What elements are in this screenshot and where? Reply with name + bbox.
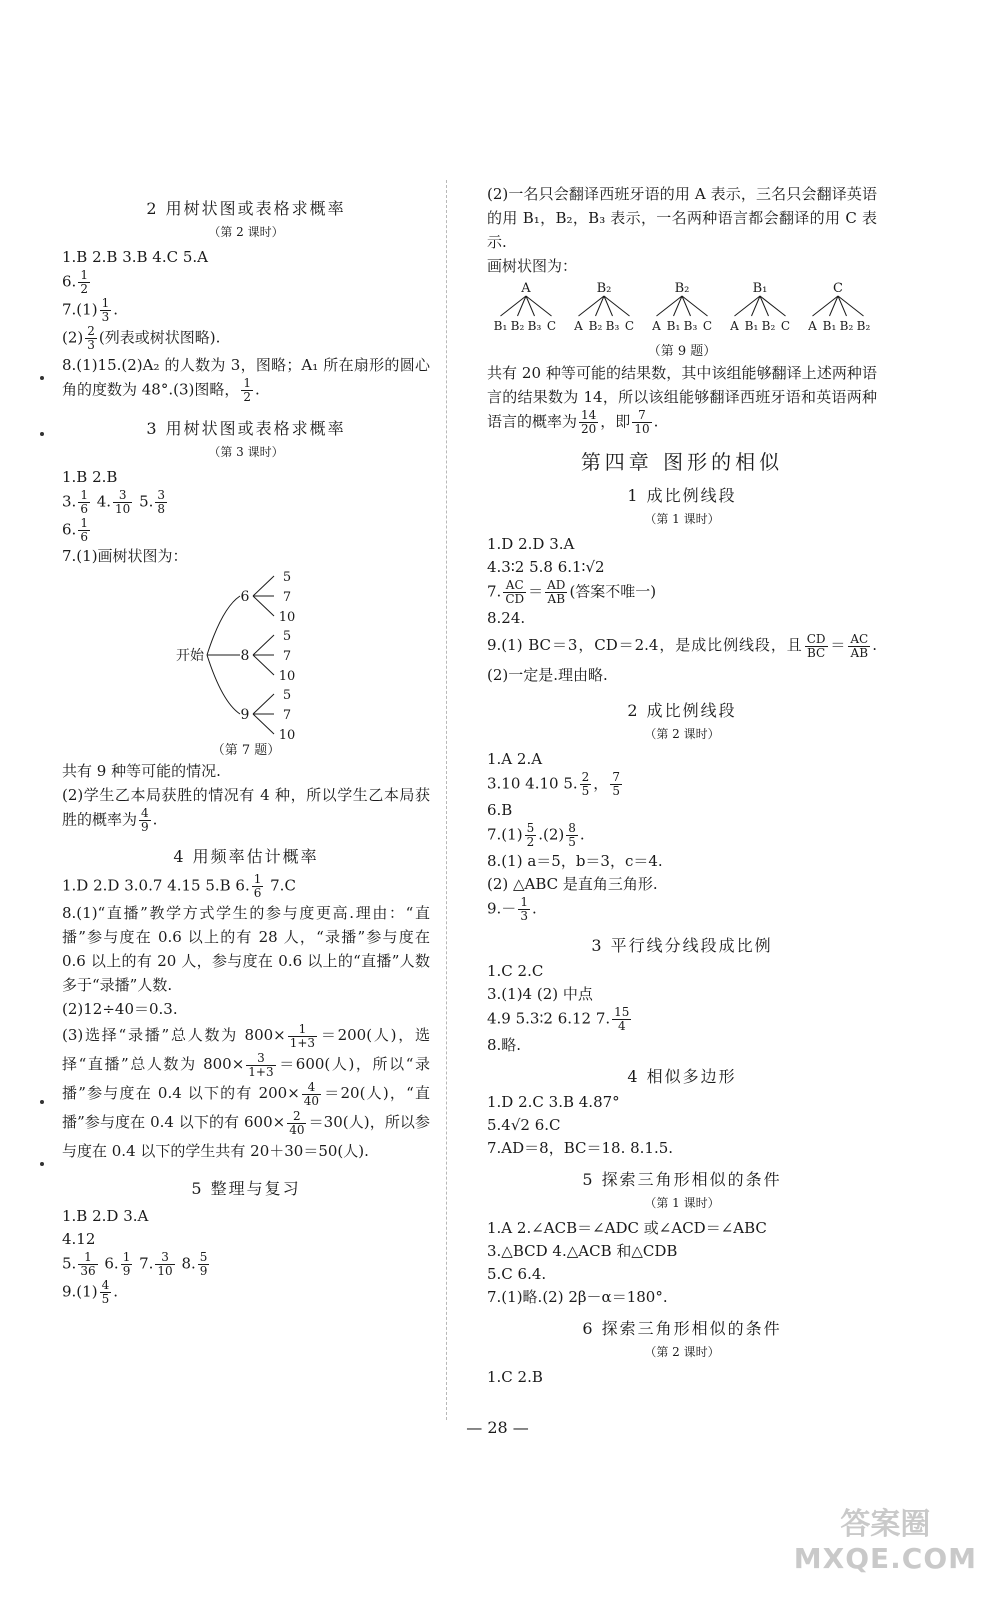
margin-dot [40,1162,44,1166]
answer-label: 8. [181,1254,196,1273]
answer-line [487,896,877,923]
tree-first-node: 6 [240,589,250,605]
answer-paragraph [62,353,430,404]
tree-leaf-node: B₂ [588,319,603,333]
denominator: 2 [243,390,252,404]
tree-leaf-node: A [730,319,739,333]
numerator: 8 [568,821,576,835]
answer-line: 1.C 2.C [487,962,544,980]
fraction [287,1110,306,1137]
tree-second-node: 10 [278,610,296,625]
tree-diagram-q7 [62,568,430,743]
fraction [805,633,828,660]
numerator: 3 [157,488,166,502]
answer-line: (2) △ABC 是直角三角形. [487,875,658,893]
answer-label: 3. [62,492,77,511]
fraction [78,1251,97,1278]
answer-text: 7.C [265,876,296,895]
numerator: 2 [287,1110,306,1124]
answer-label: 7.(1) [487,825,523,844]
answer-line: 1.A 2.∠ACB＝∠ADC 或∠ACD＝∠ABC [487,1219,767,1237]
fraction [610,771,622,798]
answer-line: 共有 9 种等可能的情况. [62,762,221,780]
tree-leaf-node: B₂ [761,319,776,333]
lesson-subtitle: （第 2 课时） [208,225,284,239]
answer-line: 1.B 2.B 3.B 4.C 5.A [62,248,209,266]
answer-line [487,579,877,606]
denominator: 6 [80,530,88,544]
denominator: 9 [141,820,149,834]
fraction [139,807,151,834]
tree-root-node: B₂ [674,281,690,296]
denominator: 1+3 [248,1064,274,1079]
fraction [78,489,90,516]
tree-leaf-node: B₃ [605,319,620,333]
denominator: 36 [80,1264,96,1278]
answer-text: . [113,300,118,319]
denominator: 3 [101,310,110,324]
answer-text: 共有 20 种等可能的结果数，其中该组能够翻译上述两种语言的结果数为 14，所以该组能够翻译西班牙语和英语两种语言的概率为 [487,364,877,431]
denominator: 6 [80,502,88,516]
fraction [100,1279,112,1306]
watermark-url: MXQE.COM [793,1542,977,1575]
answer-paragraph [487,361,877,436]
tree-leaf-node: B₃ [527,319,542,333]
tree-leaf-node: B₁ [666,319,681,333]
section-title: 5 探索三角形相似的条件 [582,1170,782,1189]
denominator: BC [806,645,826,660]
answer-label: 6. [62,520,77,539]
answer-text: ，即 [600,412,631,431]
numerator: 1 [80,488,88,502]
answer-line [62,269,430,296]
answer-label: 5. [62,1254,77,1273]
fraction [518,896,530,923]
numerator: 3 [246,1052,275,1066]
fraction [252,873,264,900]
tree-leaf-node: A [574,319,583,333]
section-title: 6 探索三角形相似的条件 [582,1319,782,1338]
answer-text: .(2)一定是.理由略. [487,636,877,684]
answer-label: 6. [104,1254,119,1273]
tree-start-label: 开始 [176,648,204,664]
numerator: 4 [101,1278,110,1292]
tree-leaf-node: B₁ [493,319,508,333]
answer-label: 9.(1) [62,1282,98,1301]
tree-branch [253,576,274,596]
answer-paragraph: 8.(1)“直播”教学方式学生的参与度更高.理由：“直播”参与度在 0.6 以上的有 28 人，“录播”参与度在 0.6 以上的有 20 人，参与度在 0.6 以上的“直播”人数多于“录播”人数. [62,904,430,994]
numerator: 1 [253,872,262,886]
denominator: 8 [157,502,166,516]
answer-text: ＝ [829,636,847,654]
answer-line: 8.略. [487,1036,522,1054]
answer-label: 7. [139,1254,154,1273]
answer-text: (3)选择“录播”总人数为 800× [62,1026,286,1044]
numerator: AC [503,579,526,593]
right-column [487,182,877,1389]
denominator: 40 [289,1122,305,1137]
margin-dot [40,376,44,380]
numerator: 4 [141,806,149,820]
tree-leaf-node: B₂ [839,319,854,333]
tree-leaf-node: A [652,319,661,333]
answer-paragraph [62,1021,430,1166]
tree-branch [253,596,274,616]
denominator: 1+3 [289,1035,316,1050]
tree-first-node: 8 [240,648,250,664]
lesson-subtitle: （第 1 课时） [644,1196,720,1210]
numerator: 5 [199,1250,208,1264]
answer-text: ＝ [528,582,544,601]
answer-paragraph [487,630,877,690]
numerator: 1 [122,1250,131,1264]
denominator: 6 [253,886,262,900]
answer-line: 4.12 [62,1230,96,1248]
tree-second-node: 10 [278,728,296,743]
tree-second-node: 10 [278,669,296,684]
denominator: 4 [617,1019,626,1033]
answer-line: 画树状图为： [487,257,578,275]
answer-line [62,873,430,900]
fraction [155,489,167,516]
answer-line: 4.3∶2 5.8 6.1∶√2 [487,558,605,576]
denominator: 10 [634,422,650,436]
answer-line: 5.4√2 6.C [487,1116,561,1134]
fraction [288,1023,317,1050]
tree-leaf-node: C [546,319,557,333]
denominator: 5 [568,835,576,849]
tree-leaf-node: C [702,319,713,333]
lesson-subtitle: （第 2 课时） [644,727,720,741]
fraction [545,579,567,606]
section-title: 5 整理与复习 [191,1179,301,1198]
denominator: 10 [115,502,131,516]
numerator: 1 [101,296,110,310]
answer-text: ＝30(人)，所以参与度在 0.4 以下的学生共有 20＋30＝50(人). [62,1113,430,1160]
denominator: CD [505,592,525,606]
answer-line: 1.B 2.D 3.A [62,1207,149,1225]
section-title: 2 用树状图或表格求概率 [146,199,346,218]
numerator: 7 [632,409,651,423]
denominator: 5 [581,784,590,798]
section-title: 3 用树状图或表格求概率 [146,419,346,438]
answer-line: 8.(1) a＝5，b＝3，c＝4. [487,852,663,870]
answer-line [62,489,430,516]
tree-second-node: 5 [282,688,292,703]
tree-leaf-node: B₂ [510,319,525,333]
answer-text: (列表或树状图略). [98,328,221,347]
denominator: AB [850,645,869,660]
answer-label: 9.－ [487,899,517,918]
tree-root-node: A [521,281,531,296]
denominator: 10 [157,1264,173,1278]
answer-text: 9.(1) BC＝3，CD＝2.4，是成比例线段，且 [487,636,803,654]
denominator: 3 [87,338,95,352]
tree-leaf-node: B₃ [683,319,698,333]
fraction [100,297,112,324]
fraction [78,517,90,544]
tree-diagram-q9 [487,278,877,334]
denominator: 20 [581,422,597,436]
answer-line [62,297,430,324]
numerator: AC [850,631,869,646]
fraction [632,409,651,436]
margin-dot [40,432,44,436]
numerator: 1 [520,895,528,909]
answer-line [487,822,877,849]
tree-branch [253,655,274,675]
tree-second-node: 7 [282,708,292,723]
fraction [302,1081,321,1108]
fraction [566,822,578,849]
fraction [503,579,526,606]
answer-line [62,1251,430,1278]
answer-text: ＝20(人)，“直播”参与度在 0.4 以下的有 600× [62,1084,430,1131]
section-title: 4 相似多边形 [627,1067,737,1086]
answer-label: 4. [96,492,112,511]
section-title: 2 成比例线段 [627,701,737,720]
tree-branch [253,635,274,655]
tree-second-node: 7 [282,590,292,605]
numerator: CD [806,631,826,646]
watermark-logo [794,1508,977,1576]
numerator: 2 [87,324,95,338]
answer-paragraph: (2)一名只会翻译西班牙语的用 A 表示，三名只会翻译英语的用 B₁，B₂，B₃ 表示，一名两种语言都会翻译的用 C 表示. [487,185,877,251]
answer-label: 7. [487,582,502,601]
answer-line: 1.A 2.A [487,750,543,768]
page-number: — 28 — [466,1418,529,1437]
figure-caption: （第 7 题） [211,743,281,758]
answer-line [62,325,430,352]
answer-text: 4.9 5.3∶2 6.12 7. [487,1009,611,1028]
answer-text: . [579,825,585,844]
figure-caption: （第 9 题） [647,344,717,359]
column-divider [446,180,447,1420]
margin-dot [40,1100,44,1104]
answer-line: 7.(1)略.(2) 2β－α＝180°. [487,1288,668,1306]
numerator: 4 [302,1081,321,1095]
fraction [580,771,592,798]
tree-branch [253,694,274,714]
answer-text: . [653,412,659,431]
answer-line: (2)12÷40＝0.3. [62,1000,178,1018]
answer-text: . [113,1282,118,1301]
fraction [246,1052,275,1079]
fraction [241,377,253,404]
denominator: 9 [199,1264,208,1278]
numerator: 1 [243,376,252,390]
answer-label: 7.(1) [62,300,98,319]
tree-branch [253,714,274,734]
answer-text: .(2) [538,825,565,844]
numerator: 2 [581,770,590,784]
fraction [85,325,97,352]
answer-text: . [152,810,158,829]
tree-first-node: 9 [240,707,250,723]
fraction [579,409,598,436]
numerator: 1 [78,1251,97,1265]
section-title: 4 用频率估计概率 [173,847,319,866]
answer-line: 3.(1)4 (2) 中点 [487,985,593,1003]
numerator: 3 [155,1251,174,1265]
fraction [121,1251,133,1278]
chapter-title: 第四章 图形的相似 [580,450,784,474]
answer-line: 6.B [487,801,513,819]
denominator: AB [547,592,566,606]
fraction [78,269,90,296]
tree-second-node: 5 [282,629,292,644]
left-column [62,188,430,1307]
tree-second-node: 7 [282,649,292,664]
answer-text: 1.D 2.D 3.0.7 4.15 5.B 6. [62,876,250,895]
answer-text: ＝600(人)，所以“录播”参与度在 0.4 以下的有 200× [62,1055,430,1102]
fraction [155,1251,174,1278]
tree-leaf-node: B₁ [822,319,837,333]
tree-root-node: B₁ [752,281,768,296]
answer-label: 6. [62,272,77,291]
lesson-subtitle: （第 2 课时） [644,1345,720,1359]
answer-text: . [255,380,260,399]
tree-root-node: B₂ [596,281,612,296]
answer-paragraph [62,783,430,834]
answer-line: 3.△BCD 4.△ACB 和△CDB [487,1242,678,1260]
section-title: 1 成比例线段 [627,486,737,505]
answer-line: 1.D 2.D 3.A [487,535,575,553]
lesson-subtitle: （第 1 课时） [644,512,720,526]
denominator: 5 [101,1292,110,1306]
answer-line [487,1006,877,1033]
answer-line: 1.B 2.B [62,468,118,486]
answer-line: 7.(1)画树状图为： [62,547,188,565]
numerator: 1 [80,268,88,282]
answer-line [62,1279,430,1306]
answer-line: 5.C 6.4. [487,1265,547,1283]
section-title: 3 平行线分线段成比例 [591,936,773,955]
tree-leaf-node: A [808,319,817,333]
numerator: 14 [581,408,597,422]
answer-label: 5. [139,492,154,511]
fraction [198,1251,210,1278]
tree-second-node: 5 [282,570,292,585]
fraction [113,489,132,516]
denominator: 2 [526,835,535,849]
answer-line [62,517,430,544]
fraction [525,822,537,849]
denominator: 40 [303,1093,320,1108]
numerator: 5 [526,821,535,835]
answer-text: ， [593,774,609,793]
denominator: 5 [612,784,620,798]
numerator: 15 [614,1005,630,1019]
numerator: 1 [288,1023,317,1037]
answer-text: ＝200(人)，选择“直播”总人数为 800× [62,1026,430,1073]
tree-leaf-node: C [780,319,791,333]
lesson-subtitle: （第 3 课时） [208,445,284,459]
tree-leaf-node: B₁ [744,319,759,333]
answer-text: (答案不唯一) [569,582,657,601]
answer-line: 1.D 2.C 3.B 4.87° [487,1093,620,1111]
tree-leaf-node: B₂ [856,319,871,333]
answer-text: 8.(1)15.(2)A₂ 的人数为 3，图略；A₁ 所在扇形的圆心角的度数为 48°.(3)图略， [62,356,430,399]
watermark-text: 答案圈 [840,1507,931,1542]
numerator: 7 [612,770,620,784]
answer-line: 1.C 2.B [487,1368,543,1386]
answer-line: 8.24. [487,609,526,627]
answer-text: (2)学生乙本局获胜的情况有 4 种，所以学生乙本局获胜的概率为 [62,786,430,829]
answer-text: 3.10 4.10 5. [487,774,578,793]
denominator: 3 [520,909,528,923]
fraction [612,1006,631,1033]
denominator: 9 [122,1264,131,1278]
answer-label: (2) [62,328,84,347]
fraction [848,633,870,660]
denominator: 2 [80,282,88,296]
answer-line: 7.AD＝8，BC＝18. 8.1.5. [487,1139,674,1157]
numerator: AD [547,578,566,592]
numerator: 1 [80,516,88,530]
numerator: 3 [113,489,132,503]
answer-text: . [531,899,537,918]
tree-root-node: C [833,281,843,296]
tree-leaf-node: C [624,319,635,333]
answer-line [487,771,877,798]
